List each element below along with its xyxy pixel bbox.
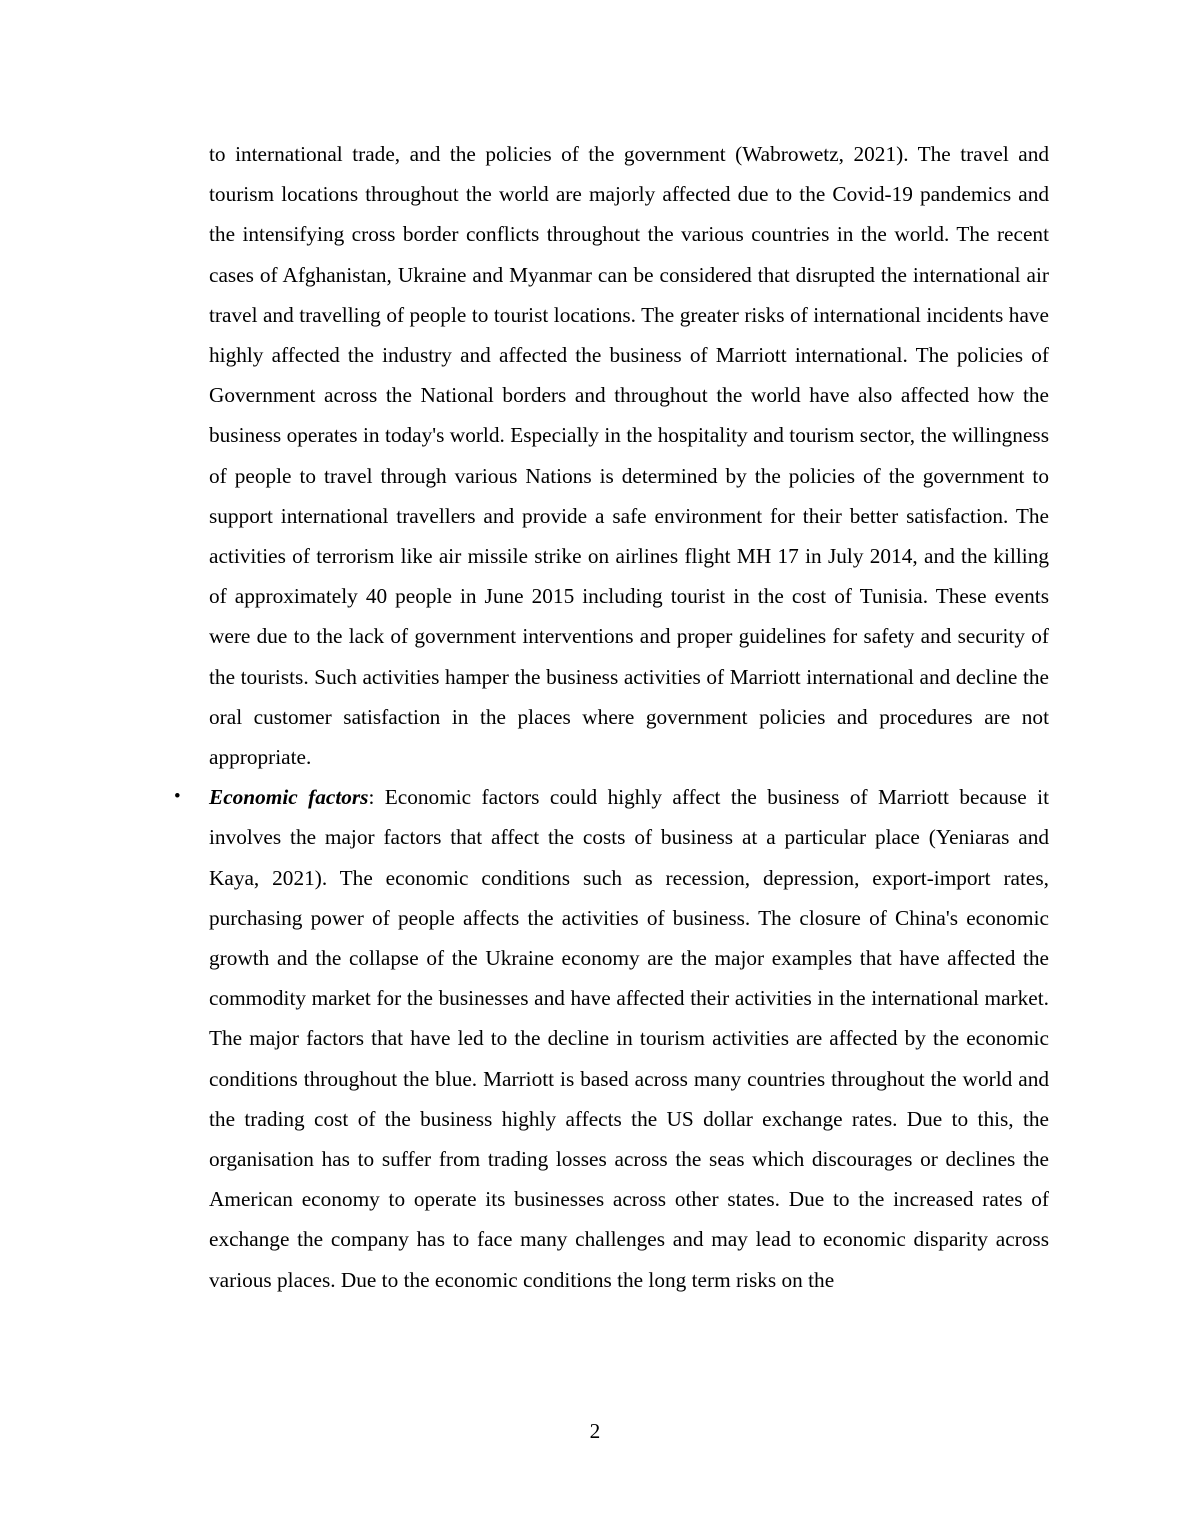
- bullet-separator: :: [368, 785, 375, 810]
- bullet-item-economic-factors: [174, 777, 1049, 1300]
- page-number: 2: [589, 1419, 601, 1443]
- document-body: [174, 134, 1049, 1300]
- bullet-text: Economic factors could highly affect the business of Marriott because it involves the major factors that affect the costs of business at a particular place (Yeniaras and Kaya, 2021). The economic conditions such as recession, depression, export-import rates, purchasing power of people affects the activities of business. The closure of China's economic growth and the collapse of the Ukraine economy are the major examples that have affected the commodity market for the businesses and have affected their activities in the international market. The major factors that have led to the decline in tourism activities are affected by the economic conditions throughout the blue. Marriott is based across many countries throughout the world and the trading cost of the business highly affects the US dollar exchange rates. Due to this, the organisation has to suffer from trading losses across the seas which discourages or declines the American economy to operate its businesses across other states. Due to the increased rates of exchange the company has to face many challenges and may lead to economic disparity across various places. Due to the economic conditions the long term risks on the: [209, 785, 1049, 1292]
- continuation-paragraph: to international trade, and the policies of the government (Wabrowetz, 2021). The travel and tourism locations throughout the world are majorly affected due to the Covid-19 pandemics and the intensifying cross border conflicts throughout the various countries in the world. The recent cases of Afghanistan, Ukraine and Myanmar can be considered that disrupted the international air travel and travelling of people to tourist locations. The greater risks of international incidents have highly affected the industry and affected the business of Marriott international. The policies of Government across the National borders and throughout the world have also affected how the business operates in today's world. Especially in the hospitality and tourism sector, the willingness of people to travel through various Nations is determined by the policies of the government to support international travellers and provide a safe environment for their better satisfaction. The activities of terrorism like air missile strike on airlines flight MH 17 in July 2014, and the killing of approximately 40 people in June 2015 including tourist in the cost of Tunisia. These events were due to the lack of government interventions and proper guidelines for safety and security of the tourists. Such activities hamper the business activities of Marriott international and decline the oral customer satisfaction in the places where government policies and procedures are not appropriate.: [209, 142, 1049, 770]
- bullet-icon: •: [174, 786, 181, 808]
- bullet-heading: Economic factors: [209, 785, 369, 810]
